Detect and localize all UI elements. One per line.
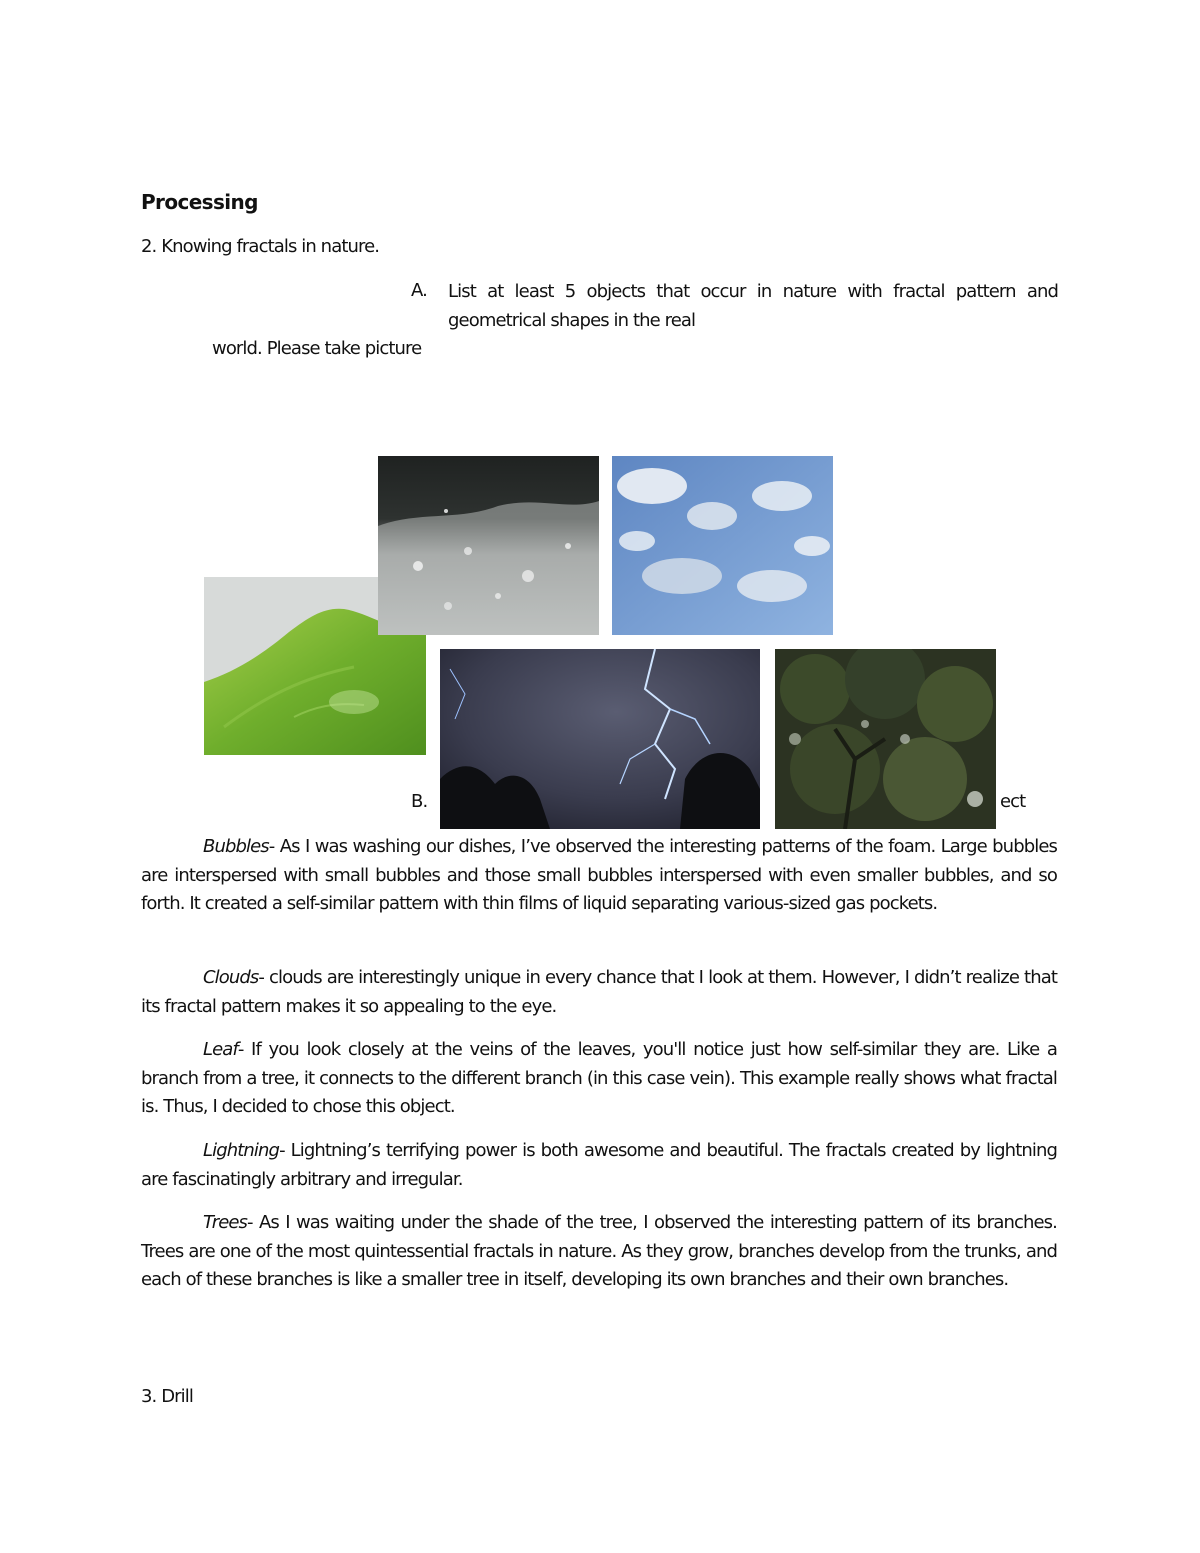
item-2-title: 2. Knowing fractals in nature.	[141, 236, 380, 257]
clouds-photo	[612, 456, 833, 635]
paragraph-clouds	[141, 964, 1057, 1021]
term-bubbles: Bubbles	[203, 836, 269, 857]
list-b-visible-tail: ect	[1000, 791, 1026, 812]
paragraph-trees	[141, 1209, 1057, 1295]
section-heading: Processing	[141, 190, 258, 214]
list-a-continuation: world. Please take picture	[212, 338, 422, 359]
text-lightning: - Lightning’s terrifying power is both awesome and beautiful. The fractals created by lightning are fascinatingly arbitrary and irregular.	[141, 1140, 1057, 1190]
list-a-text: List at least 5 objects that occur in nature with fractal pattern and geometrical shapes in the real	[448, 281, 1058, 331]
list-a-marker: A.	[411, 280, 427, 301]
text-trees: - As I was waiting under the shade of the tree, I observed the interesting pattern of its branches. Trees are one of the most quintessential fractals in nature. As they grow, branches develop from the trunks, and each of these branches is like a smaller tree in itself, developing its own branches and their own branches.	[141, 1212, 1057, 1291]
list-b-marker: B.	[411, 791, 428, 812]
term-trees: Trees	[203, 1212, 248, 1233]
paragraph-bubbles	[141, 833, 1057, 919]
term-clouds: Clouds	[203, 967, 259, 988]
text-leaf: - If you look closely at the veins of the leaves, you'll notice just how self-similar they are. Like a branch from a tree, it connects to the different branch (in this case vein). This example really shows what fractal is. Thus, I decided to chose this object.	[141, 1039, 1057, 1118]
term-leaf: Leaf	[203, 1039, 238, 1060]
text-bubbles: - As I was washing our dishes, I’ve observed the interesting patterns of the foam. Large bubbles are interspersed with small bubbles and those small bubbles interspersed with even smaller bubbles, and so forth. It created a self-similar pattern with thin films of liquid separating various-sized gas pockets.	[141, 836, 1057, 915]
text-clouds: - clouds are interestingly unique in every chance that I look at them. However, I didn’t realize that its fractal pattern makes it so appealing to the eye.	[141, 967, 1057, 1017]
paragraph-lightning	[141, 1137, 1057, 1194]
bubbles-photo	[378, 456, 599, 635]
paragraph-leaf	[141, 1036, 1057, 1122]
term-lightning: Lightning	[203, 1140, 280, 1161]
trees-photo	[775, 649, 996, 829]
lightning-photo	[440, 649, 760, 829]
item-3-title: 3. Drill	[141, 1386, 193, 1407]
